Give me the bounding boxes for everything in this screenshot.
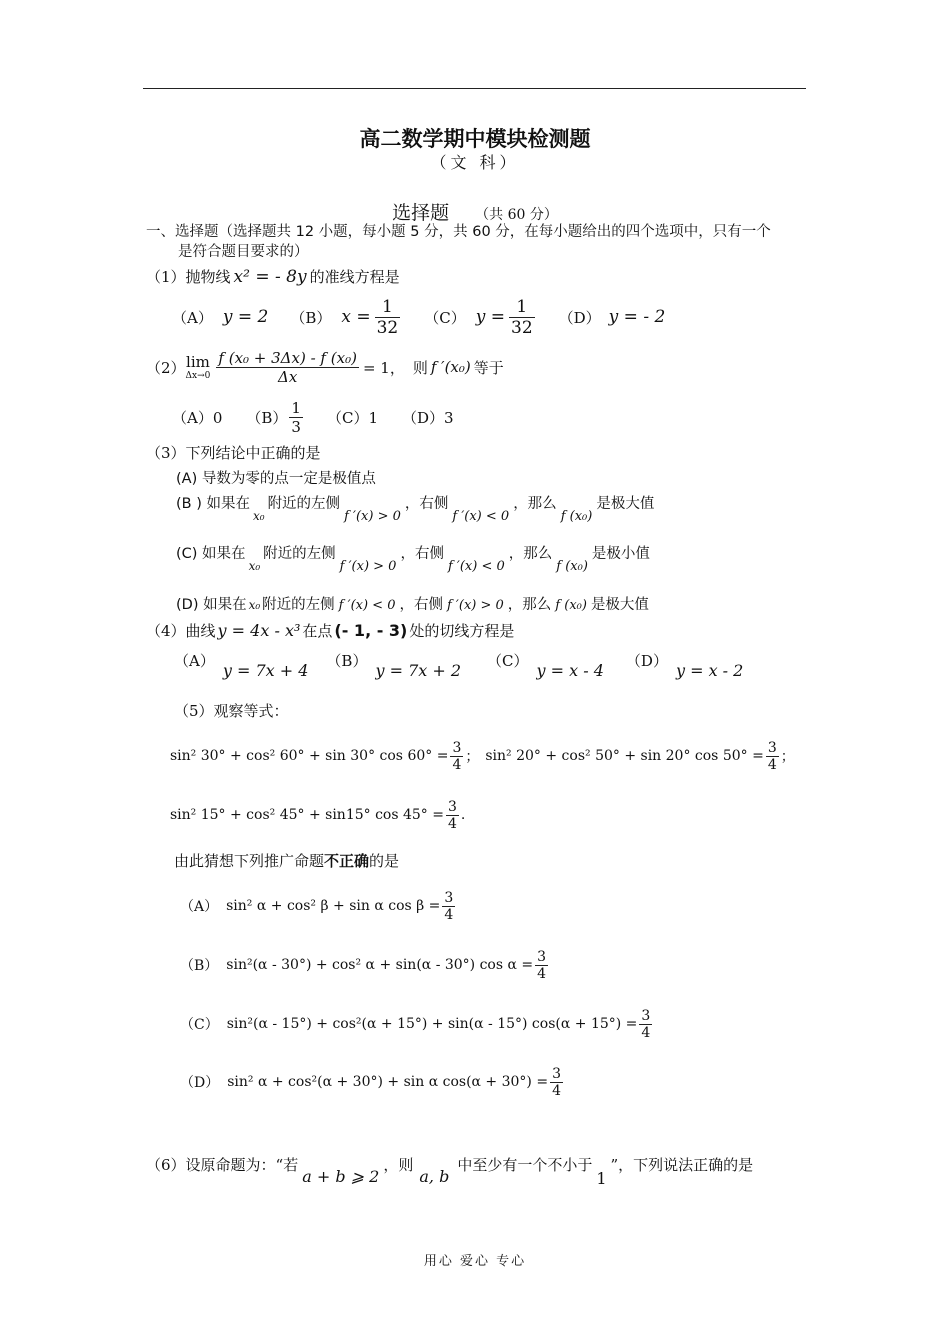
q1-c-num: 1: [509, 297, 535, 318]
page-title: 高二数学期中模块检测题: [359, 127, 591, 151]
q5-eq3-num: 3: [448, 798, 457, 815]
q4-stem-pre: （4）曲线: [146, 622, 216, 640]
q3-c-cond1: f ′(x) > 0: [339, 559, 397, 574]
q6-mid2: 中至少有一个不小于: [457, 1156, 593, 1174]
q5-eq3-fraction: [446, 799, 459, 832]
q2-options: [172, 393, 454, 441]
q1-stem: [146, 266, 400, 287]
q5-option-a-math: sin² α + cos² β + sin α cos β =: [226, 898, 441, 914]
q2-rhs: = 1，: [362, 358, 405, 377]
q1-option-a: y = 2: [222, 307, 269, 327]
q3-d-mid1: 附近的左侧: [262, 597, 335, 613]
q3-stem: （3）下列结论中正确的是: [146, 444, 321, 462]
q5-eq3: sin² 15° + cos² 45° + sin15° cos 45° =: [170, 807, 444, 823]
section-heading: [0, 198, 950, 225]
q2-b-num: 1: [291, 398, 301, 417]
q1-option-c-lhs: y =: [475, 307, 505, 327]
q1-b-num: 1: [375, 297, 401, 318]
q6-vars: a, b: [419, 1167, 450, 1186]
q1-stem-post: 的准线方程是: [309, 268, 400, 286]
q3-d-cond1: f ′(x) < 0: [338, 598, 396, 613]
q5-conclusion-emphasis: 不正确: [324, 852, 370, 870]
q6-stem: [146, 1154, 754, 1188]
q3-c-cond2: f ′(x) < 0: [447, 559, 505, 574]
q1-equation: x² = - 8y: [233, 267, 307, 287]
q5-equations-row-1: [170, 732, 795, 780]
q5-option-b-fraction: [535, 949, 548, 982]
q1-option-d: y = - 2: [608, 307, 666, 327]
intro-line-2: 是符合题目要求的）: [178, 244, 309, 260]
q5-option-d-label: （D）: [180, 1075, 220, 1091]
q6-one: 1: [596, 1169, 607, 1188]
q5-eq3-sep: .: [460, 807, 466, 823]
q2-option-c: （C）1: [326, 408, 378, 427]
q4-curve: y = 4x - x³: [217, 621, 301, 640]
q5-d-den: 4: [552, 1082, 561, 1099]
q1-b-den: 32: [376, 317, 399, 338]
q3-b-cond3: f (x₀): [560, 509, 593, 524]
q3-b-cond2: f ′(x) < 0: [452, 509, 510, 524]
q5-eq2-fraction: [766, 740, 779, 773]
q1-option-d-label: （D）: [558, 308, 601, 327]
q5-option-b-label: （B）: [180, 958, 219, 974]
q5-eq1-den: 4: [452, 756, 462, 773]
q3-d-pre: (D) 如果在: [176, 597, 247, 613]
q3-c-mid3: ，那么: [508, 546, 553, 562]
q5-eq2-sep: ；: [780, 749, 795, 765]
q6-condition: a + b ⩾ 2: [302, 1167, 380, 1186]
q3-c-mid1: 附近的左侧: [263, 546, 336, 562]
q1-option-b-fraction: [375, 297, 401, 338]
q5-option-d-fraction: [550, 1066, 563, 1099]
q6-post: ”，下列说法正确的是: [610, 1156, 754, 1174]
q3-option-d: [176, 593, 649, 614]
q3-d-x0: x₀: [248, 598, 261, 612]
section-intro: [146, 222, 771, 262]
q3-b-cond1: f ′(x) > 0: [344, 509, 401, 524]
q3-b-post: 是极大值: [596, 496, 655, 512]
q5-eq1-num: 3: [452, 739, 462, 756]
q4-option-b-label: （B）: [326, 652, 368, 670]
q3-b-mid1: 附近的左侧: [267, 496, 341, 512]
q5-conclusion: [174, 850, 399, 871]
q5-a-num: 3: [444, 889, 454, 906]
q1-option-c-label: （C）: [424, 308, 466, 327]
q3-d-mid2: ，右侧: [399, 597, 443, 613]
q5-eq1-sep: ；: [465, 749, 480, 765]
q4-option-a: y = 7x + 4: [222, 661, 309, 680]
q2-number: （2）: [146, 358, 186, 377]
header-rule: [143, 88, 806, 89]
q2-derivative: f ′(x₀): [430, 358, 471, 376]
q3-c-x0: x₀: [248, 559, 261, 573]
q4-option-b: y = 7x + 2: [375, 661, 462, 680]
q2-frac-num: f (x₀ + 3Δx) - f (x₀): [218, 348, 357, 367]
q5-option-c-label: （C）: [180, 1017, 219, 1033]
q1-option-b-label: （B）: [290, 308, 332, 327]
q5-b-den: 4: [537, 965, 547, 982]
q3-b-pre: (B ) 如果在: [176, 496, 250, 512]
q5-c-den: 4: [641, 1024, 651, 1041]
q3-option-a: (A) 导数为零的点一定是极值点: [176, 471, 376, 487]
q3-d-mid3: ，那么: [507, 597, 552, 613]
q1-stem-text: （1）抛物线: [146, 268, 231, 286]
q2-post-pre: 则: [412, 358, 428, 377]
q1-c-den: 32: [511, 317, 533, 338]
q2-limit: [186, 353, 211, 381]
q5-option-d-math: sin² α + cos²(α + 30°) + sin α cos(α + 30°) =: [227, 1074, 549, 1090]
section-label: 选择题: [392, 202, 450, 224]
q5-d-num: 3: [552, 1065, 561, 1082]
q5-option-c-math: sin²(α - 15°) + cos²(α + 15°) + sin(α - 15°) cos(α + 15°) =: [226, 1016, 638, 1032]
q2-b-den: 3: [291, 417, 301, 436]
q3-c-cond3: f (x₀): [556, 559, 588, 574]
q4-option-d-label: （D）: [625, 652, 668, 670]
q5-equations-row-2: [170, 791, 465, 839]
q2-option-d: （D）3: [402, 408, 454, 427]
q5-eq2: sin² 20° + cos² 50° + sin 20° cos 50° =: [485, 748, 764, 764]
q5-option-d: [180, 1058, 563, 1106]
intro-line-1: 一、选择题（选择题共 12 小题，每小题 5 分，共 60 分，在每小题给出的四个选项中，只有一个: [146, 224, 771, 240]
q6-mid1: ，则: [383, 1156, 414, 1174]
q3-c-pre: (C) 如果在: [176, 546, 246, 562]
q2-option-b-label: （B）: [246, 408, 288, 427]
q4-stem-mid: 在点: [302, 622, 333, 640]
q5-option-a-fraction: [442, 890, 455, 923]
q4-option-c-label: （C）: [487, 652, 529, 670]
q5-option-b-math: sin²(α - 30°) + cos² α + sin(α - 30°) cos α =: [226, 957, 534, 973]
q3-b-mid2: ，右侧: [404, 496, 449, 512]
q4-stem: [146, 620, 514, 641]
q4-stem-post: 处的切线方程是: [409, 622, 515, 640]
q5-option-c-fraction: [639, 1008, 652, 1041]
q4-option-d: y = x - 2: [675, 661, 744, 680]
q5-b-num: 3: [537, 948, 547, 965]
q4-point: (- 1, - 3): [334, 621, 408, 640]
q2-option-b-fraction: [289, 399, 303, 436]
q5-conclusion-post: 的是: [369, 852, 400, 870]
q2-option-a: （A）0: [172, 408, 223, 427]
section-points: （共 60 分）: [475, 207, 558, 223]
q2-lim-sub: Δx→0: [185, 371, 211, 381]
q5-eq2-den: 4: [767, 756, 777, 773]
q3-c-post: 是极小值: [591, 546, 650, 562]
q2-fraction: [216, 349, 359, 386]
q3-option-b: [176, 492, 655, 524]
q2-stem: [146, 343, 504, 391]
q2-post: 等于: [473, 358, 504, 377]
q1-option-b-lhs: x =: [341, 307, 371, 327]
q3-b-x0: x₀: [252, 509, 265, 523]
q2-frac-den: Δx: [278, 367, 298, 386]
q5-stem: （5）观察等式：: [174, 702, 289, 720]
q5-eq3-den: 4: [448, 815, 457, 832]
page-subtitle: （文 科）: [430, 153, 520, 172]
q6-pre: （6）设原命题为：“若: [146, 1156, 299, 1174]
page-footer: 用心 爱心 专心: [423, 1254, 527, 1269]
q5-c-num: 3: [641, 1007, 651, 1024]
q5-option-c: [180, 1000, 652, 1048]
q3-option-c: [176, 542, 650, 574]
q1-option-c-fraction: [509, 297, 535, 338]
q2-lim-word: lim: [186, 353, 210, 371]
q5-eq1-fraction: [450, 740, 463, 773]
q5-a-den: 4: [444, 906, 454, 923]
q3-d-cond3: f (x₀): [555, 598, 587, 613]
q3-b-mid3: ，那么: [513, 496, 557, 512]
q5-conclusion-pre: 由此猜想下列推广命题: [174, 852, 325, 870]
q5-option-a-label: （A）: [180, 899, 219, 915]
q4-options: [174, 650, 744, 680]
q5-eq1: sin² 30° + cos² 60° + sin 30° cos 60° =: [170, 748, 449, 764]
q1-options: [172, 293, 665, 341]
q5-option-b: [180, 941, 548, 989]
q4-option-a-label: （A）: [174, 652, 215, 670]
q3-d-cond2: f ′(x) > 0: [446, 598, 504, 613]
q4-option-c: y = x - 4: [536, 661, 604, 680]
q3-c-mid2: ，右侧: [400, 546, 444, 562]
q1-option-a-label: （A）: [172, 308, 213, 327]
q3-d-post: 是极大值: [590, 597, 649, 613]
q5-eq2-num: 3: [767, 739, 777, 756]
q5-option-a: [180, 882, 455, 930]
